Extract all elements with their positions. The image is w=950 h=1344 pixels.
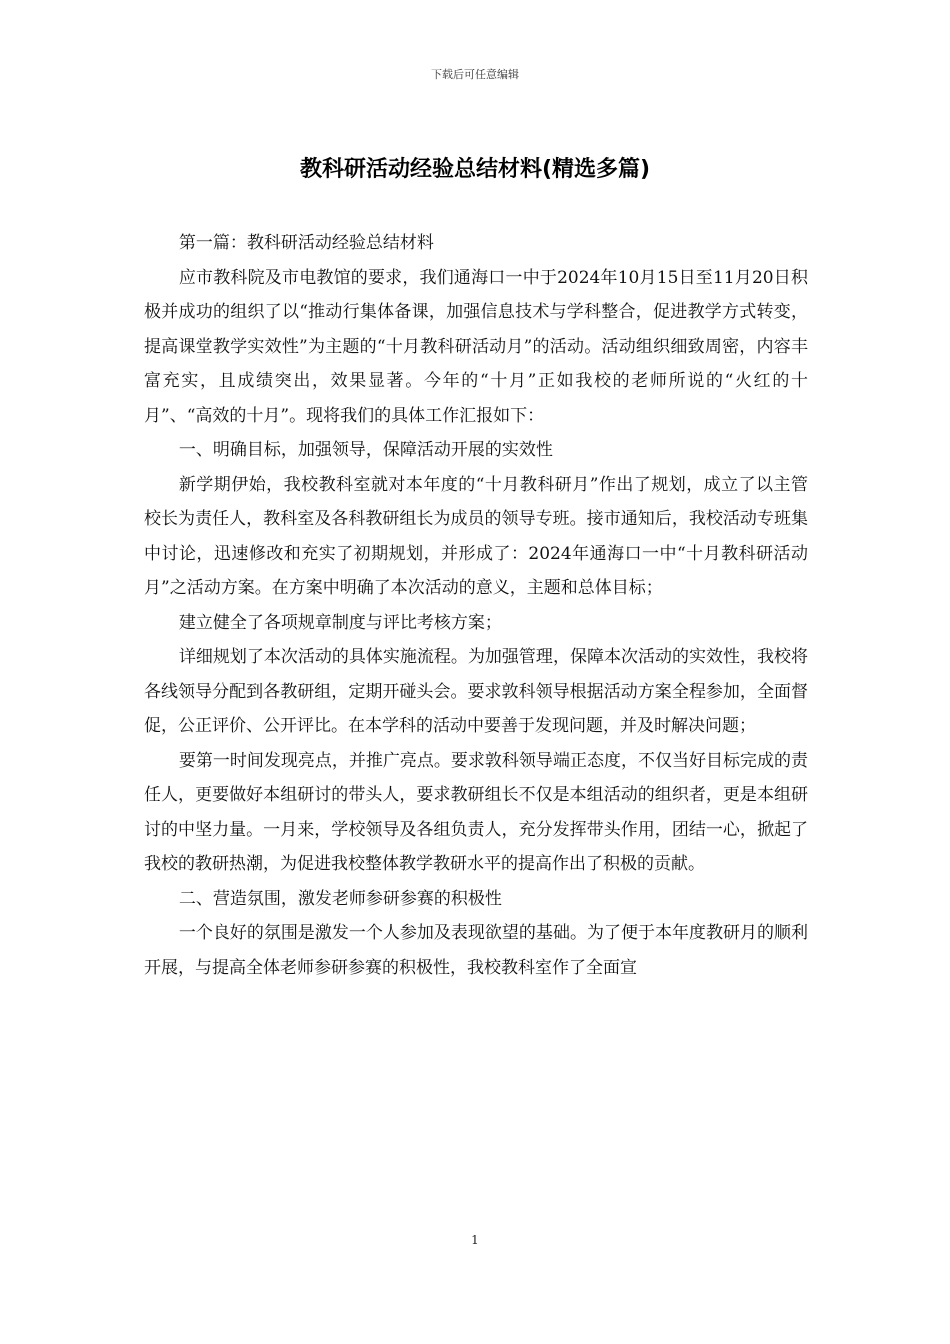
paragraph-section-heading: 第一篇：教科研活动经验总结材料 xyxy=(178,233,434,253)
paragraph: 新学期伊始，我校教科室就对本年度的“十月教科研月”作出了规划，成立了以主管校长为责任人，教科室及各科教研组长为成员的领导专班。接市通知后，我校活动专班集中讨论，迅速修改和充实了初期规划，并形成了：2024年通海口一中“十月教科研活动月”之活动方案。在方案中明确了本次活动的意义，主题和总体目标； xyxy=(144,474,808,598)
page-number: 1 xyxy=(471,1233,479,1247)
paragraph: 一个良好的氛围是激发一个人参加及表现欲望的基础。为了便于本年度教研月的顺利开展，与提高全体老师参研参赛的积极性，我校教科室作了全面宣 xyxy=(144,923,808,978)
paragraph: 应市教科院及市电教馆的要求，我们通海口一中于2024年10月15日至11月20日积极并成功的组织了以“推动行集体备课，加强信息技术与学科整合，促进教学方式转变，提高课堂教学实效性”为主题的“十月教科研活动月”的活动。活动组织细致周密，内容丰富充实，且成绩突出，效果显著。今年的“十月”正如我校的老师所说的“火红的十月”、“高效的十月”。现将我们的具体工作汇报如下： xyxy=(144,267,808,426)
paragraph: 详细规划了本次活动的具体实施流程。为加强管理，保障本次活动的实效性，我校将各线领导分配到各教研组，定期开碰头会。要求敦科领导根据活动方案全程参加，全面督促，公正评价、公开评比。在本学科的活动中要善于发现问题，并及时解决问题； xyxy=(144,647,808,736)
header-note: 下载后可任意编辑 xyxy=(431,68,519,81)
paragraph: 要第一时间发现亮点，并推广亮点。要求敦科领导端正态度，不仅当好目标完成的责任人，更要做好本组研讨的带头人，要求教研组长不仅是本组活动的组织者，更是本组研讨的中坚力量。一月来，学校领导及各组负责人，充分发挥带头作用，团结一心，掀起了我校的教研热潮，为促进我校整体教学教研水平的提高作出了积极的贡献。 xyxy=(144,750,808,874)
document-body xyxy=(144,226,808,985)
paragraph: 建立健全了各项规章制度与评比考核方案； xyxy=(178,612,502,633)
paragraph-subheading: 二、营造氛围，激发老师参研参赛的积极性 xyxy=(178,888,502,909)
paragraph-subheading: 一、明确目标，加强领导，保障活动开展的实效性 xyxy=(178,440,553,460)
document-title: 教科研活动经验总结材料(精选多篇) xyxy=(299,157,651,182)
